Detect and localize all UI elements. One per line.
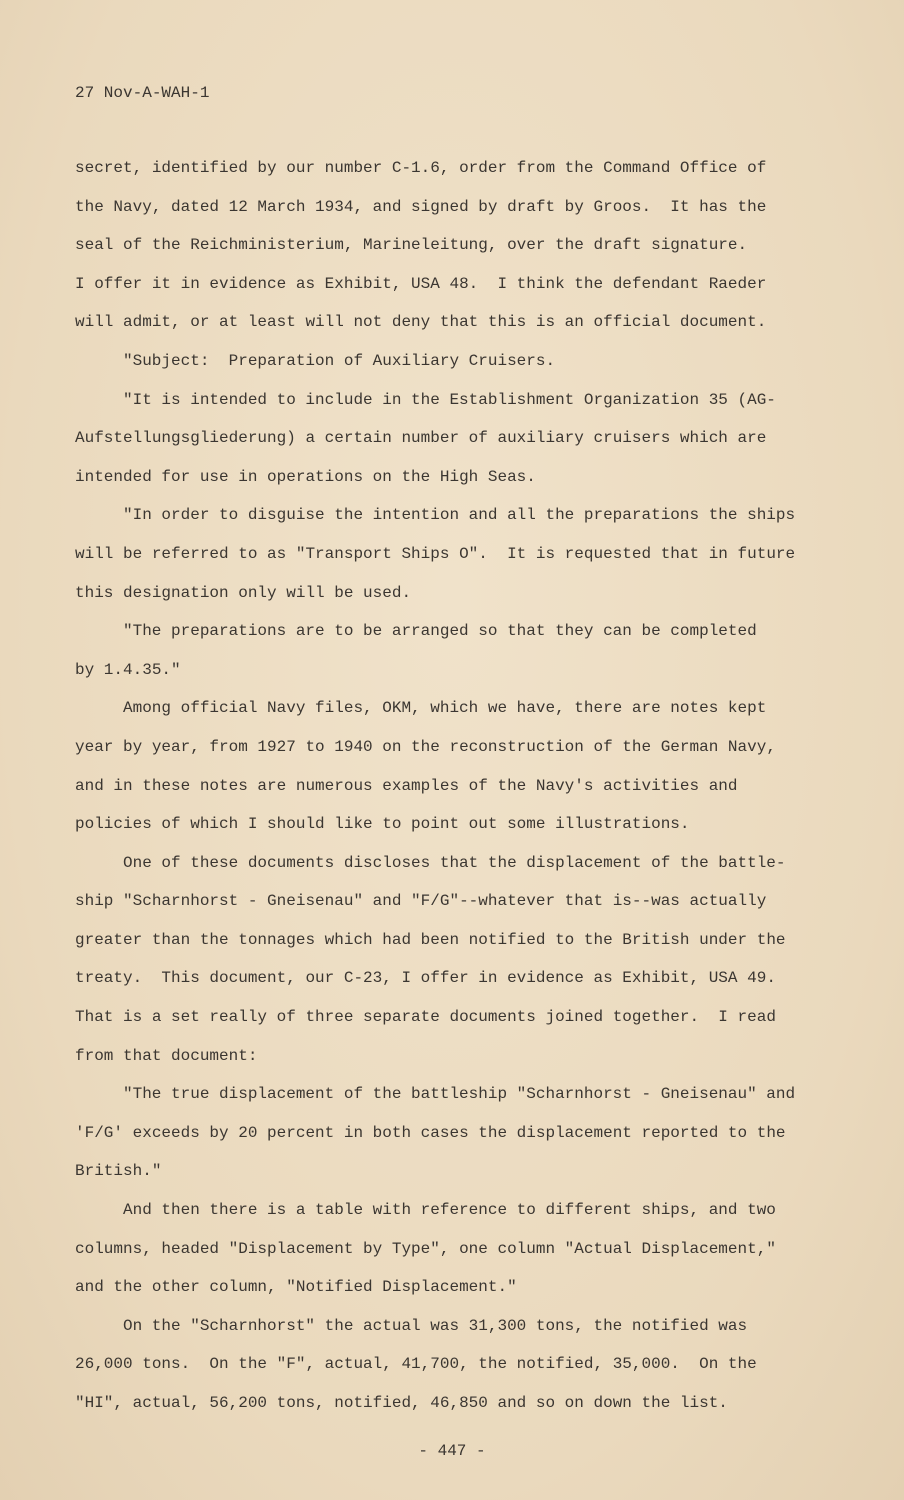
text-line: greater than the tonnages which had been notified to the British under the — [75, 930, 786, 949]
text-line: ship "Scharnhorst - Gneisenau" and "F/G"--whatever that is--was actually — [75, 892, 767, 911]
text-line: will be referred to as "Transport Ships O". It is requested that in future — [75, 544, 796, 563]
text-line: policies of which I should like to point out some illustrations. — [75, 815, 690, 834]
text-line: year by year, from 1927 to 1940 on the reconstruction of the German Navy, — [75, 737, 776, 756]
document-body — [75, 155, 835, 1429]
text-line: secret, identified by our number C-1.6, order from the Command Office of — [75, 159, 767, 177]
text-line: Among official Navy files, OKM, which we have, there are notes kept — [123, 699, 767, 718]
text-line: by 1.4.35." — [75, 660, 181, 679]
text-line: the Navy, dated 12 March 1934, and signed by draft by Groos. It has the — [75, 197, 767, 216]
text-line: "In order to disguise the intention and all the preparations the ships — [123, 506, 796, 525]
text-line: That is a set really of three separate documents joined together. I read — [75, 1008, 776, 1027]
text-line: intended for use in operations on the High Seas. — [75, 467, 536, 486]
text-line: On the "Scharnhorst" the actual was 31,300 tons, the notified was — [123, 1316, 748, 1335]
text-line: Aufstellungsgliederung) a certain number of auxiliary cruisers which are — [75, 429, 767, 448]
text-line: treaty. This document, our C-23, I offer in evidence as Exhibit, USA 49. — [75, 969, 776, 988]
text-line: 'F/G' exceeds by 20 percent in both cases the displacement reported to the — [75, 1123, 786, 1142]
text-line: seal of the Reichministerium, Marineleitung, over the draft signature. — [75, 236, 748, 255]
text-line: from that document: — [75, 1046, 258, 1065]
text-line: 26,000 tons. On the "F", actual, 41,700, the notified, 35,000. On the — [75, 1355, 757, 1374]
page-header-reference: 27 Nov-A-WAH-1 — [75, 84, 210, 102]
text-line: "It is intended to include in the Establishment Organization 35 (AG- — [123, 390, 776, 409]
text-line: British." — [75, 1162, 162, 1181]
text-line: And then there is a table with reference to different ships, and two — [123, 1201, 776, 1220]
text-line: this designation only will be used. — [75, 583, 412, 602]
text-line: and in these notes are numerous examples of the Navy's activities and — [75, 776, 738, 795]
text-line: "The true displacement of the battleship "Scharnhorst - Gneisenau" and — [123, 1085, 796, 1104]
text-line: and the other column, "Notified Displacement." — [75, 1278, 517, 1297]
text-line: "The preparations are to be arranged so that they can be completed — [123, 622, 757, 641]
text-line: "HI", actual, 56,200 tons, notified, 46,850 and so on down the list. — [75, 1394, 728, 1412]
text-line: columns, headed "Displacement by Type", one column "Actual Displacement," — [75, 1239, 776, 1258]
text-line: will admit, or at least will not deny that this is an official document. — [75, 313, 767, 332]
text-line: "Subject: Preparation of Auxiliary Cruisers. — [123, 351, 556, 370]
text-line: I offer it in evidence as Exhibit, USA 48. I think the defendant Raeder — [75, 274, 767, 293]
page-number: - 447 - — [418, 1442, 486, 1460]
text-line: One of these documents discloses that the displacement of the battle- — [123, 853, 786, 872]
